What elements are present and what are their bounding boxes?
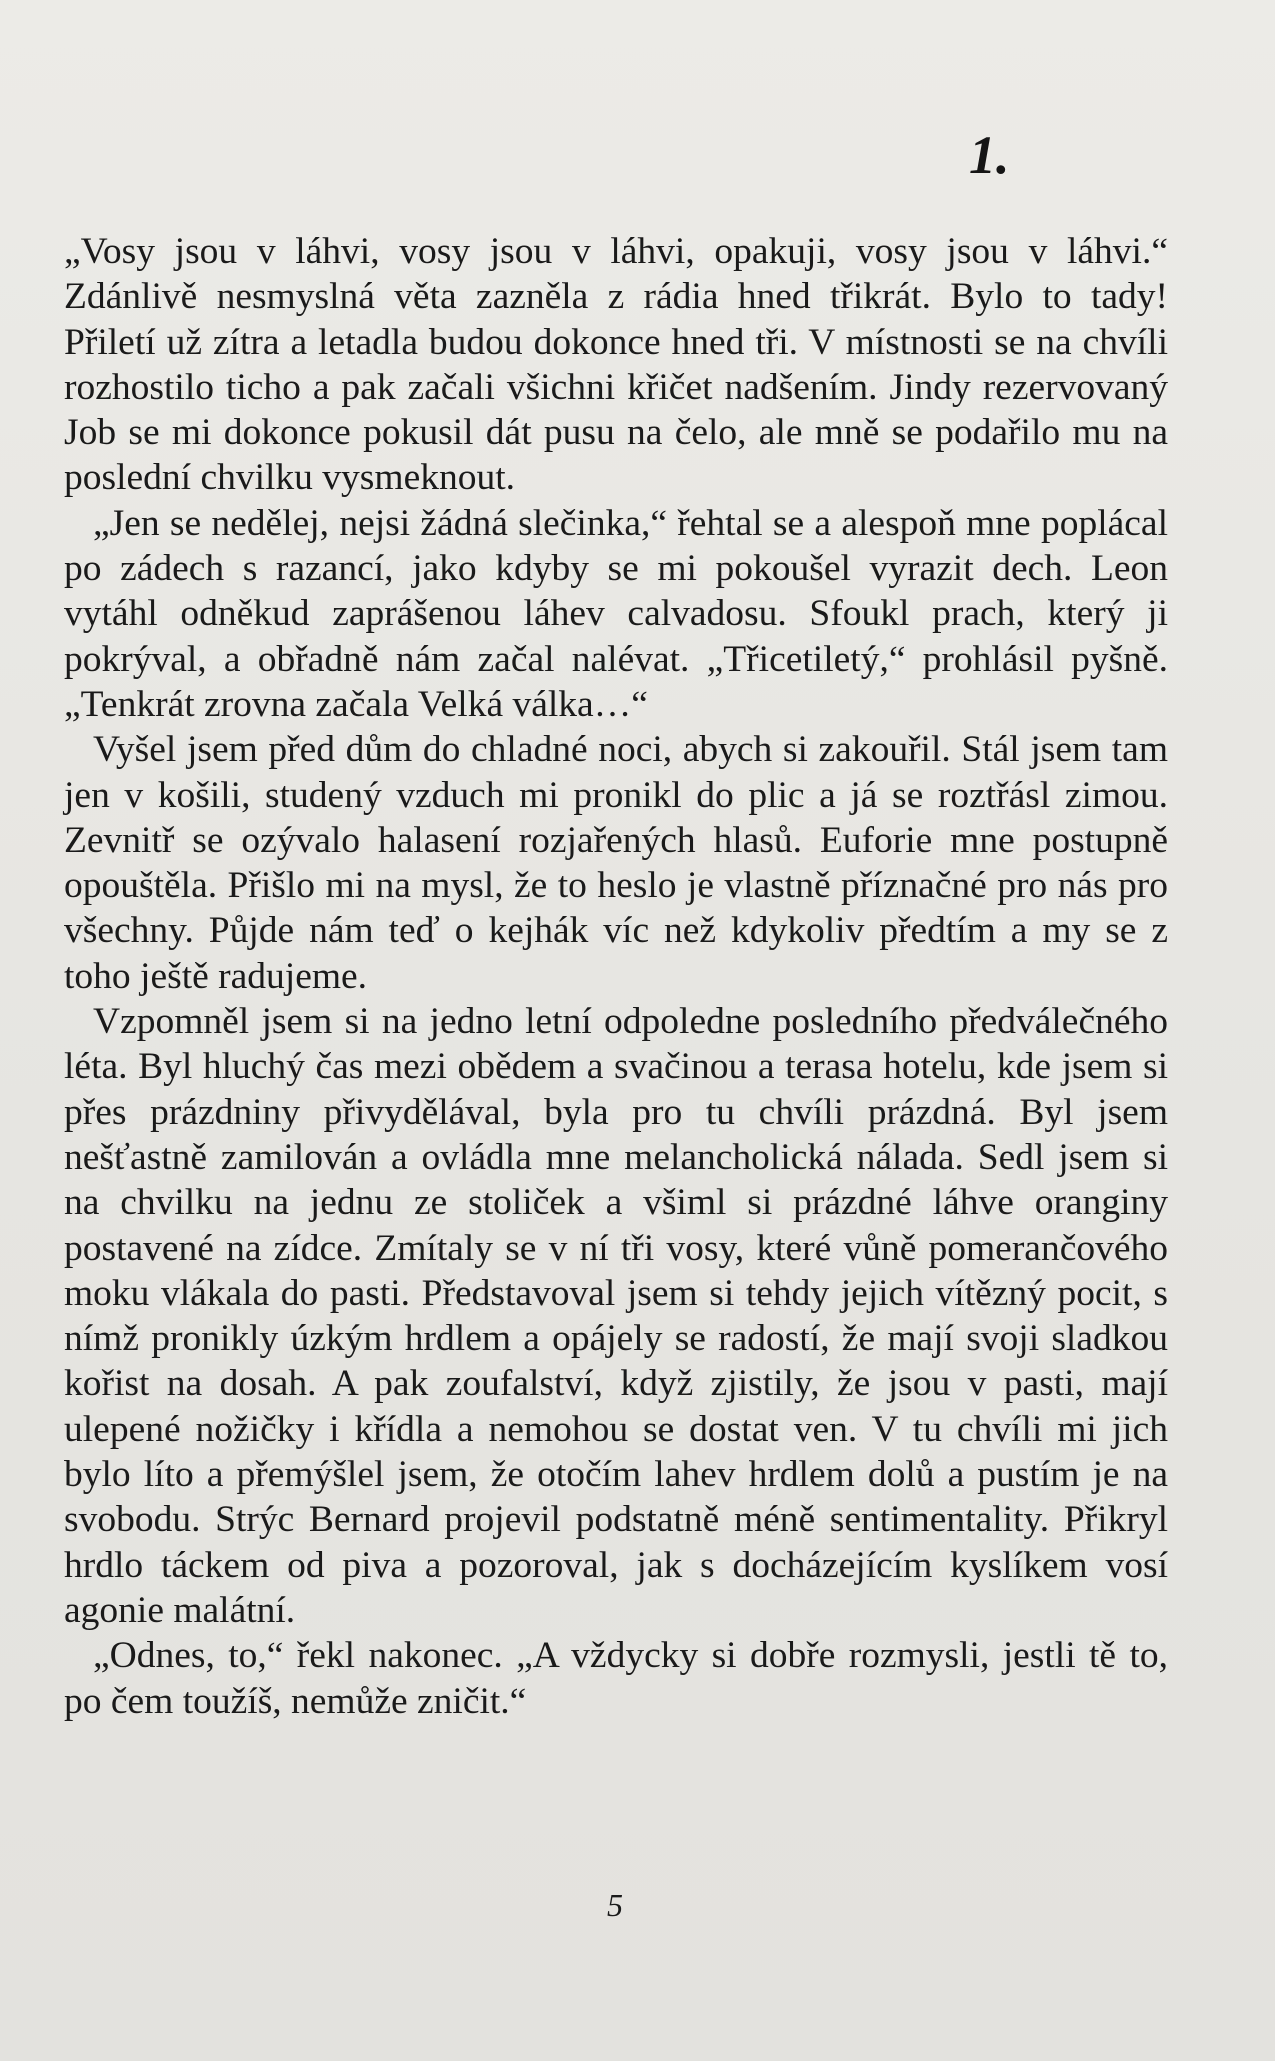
chapter-number: 1. (969, 125, 1010, 185)
page-number: 5 (607, 1887, 623, 1923)
paragraph-5: „Odnes, to,“ řekl nakonec. „A vždycky si dobře rozmysli, jestli tě to, po čem toužíš, nemůže zničit.“ (64, 1635, 1168, 1722)
paragraph-3: Vyšel jsem před dům do chladné noci, abych si zakouřil. Stál jsem tam jen v košili, studený vzduch mi pronikl do plic a já se roztřásl zimou. Zevnitř se ozývalo halasení rozjařených hlasů. Euforie mne postupně opouštěla. Přišlo mi na mysl, že to heslo je vlastně příznačné pro nás pro všechny. Půjde nám teď o kejhák víc než kdykoliv předtím a my se z toho ještě radujeme. (64, 729, 1168, 997)
paragraph-1: „Vosy jsou v láhvi, vosy jsou v láhvi, opakuji, vosy jsou v láhvi.“ Zdánlivě nesmyslná věta zazněla z rádia hned třikrát. Bylo to tady! Přiletí už zítra a letadla budou dokonce hned tři. V místnosti se na chvíli rozhostilo ticho a pak začali všichni křičet nadšením. Jindy rezervovaný Job se mi dokonce pokusil dát pusu na čelo, ale mně se podařilo mu na poslední chvilku vysmeknout. (64, 231, 1168, 499)
paragraph-4: Vzpomněl jsem si na jedno letní odpoledne posledního předválečného léta. Byl hluchý čas mezi obědem a svačinou a terasa hotelu, kde jsem si přes prázdniny přivydělával, byla pro tu chvíli prázdná. Byl jsem nešťastně zamilován a ovládla mne melancholická nálada. Sedl jsem si na chvilku na jednu ze stoliček a všiml si prázdné láhve oranginy postavené na zídce. Zmítaly se v ní tři vosy, které vůně pomerančového moku vlákala do pasti. Představoval jsem si tehdy jejich vítězný pocit, s nímž pronikly úzkým hrdlem a opájely se radostí, že mají svoji sladkou kořist na dosah. A pak zoufalství, když zjistily, že jsou v pasti, mají ulepené nožičky i křídla a nemohou se dostat ven. V tu chvíli mi jich bylo líto a přemýšlel jsem, že otočím lahev hrdlem dolů a pustím je na svobodu. Strýc Bernard projevil podstatně méně sentimentality. Přikryl hrdlo táckem od piva a pozoroval, jak s docházejícím kyslíkem vosí agonie malátní. (64, 1001, 1168, 1631)
paragraph-2: „Jen se nedělej, nejsi žádná slečinka,“ řehtal se a alespoň mne poplácal po zádech s razancí, jako kdyby se mi pokoušel vyrazit dech. Leon vytáhl odněkud zaprášenou láhev calvadosu. Sfoukl prach, který ji pokrýval, a obřadně nám začal nalévat. „Třicetiletý,“ prohlásil pyšně. „Tenkrát zrovna začala Velká válka…“ (64, 502, 1168, 725)
chapter-text (64, 229, 1168, 1724)
